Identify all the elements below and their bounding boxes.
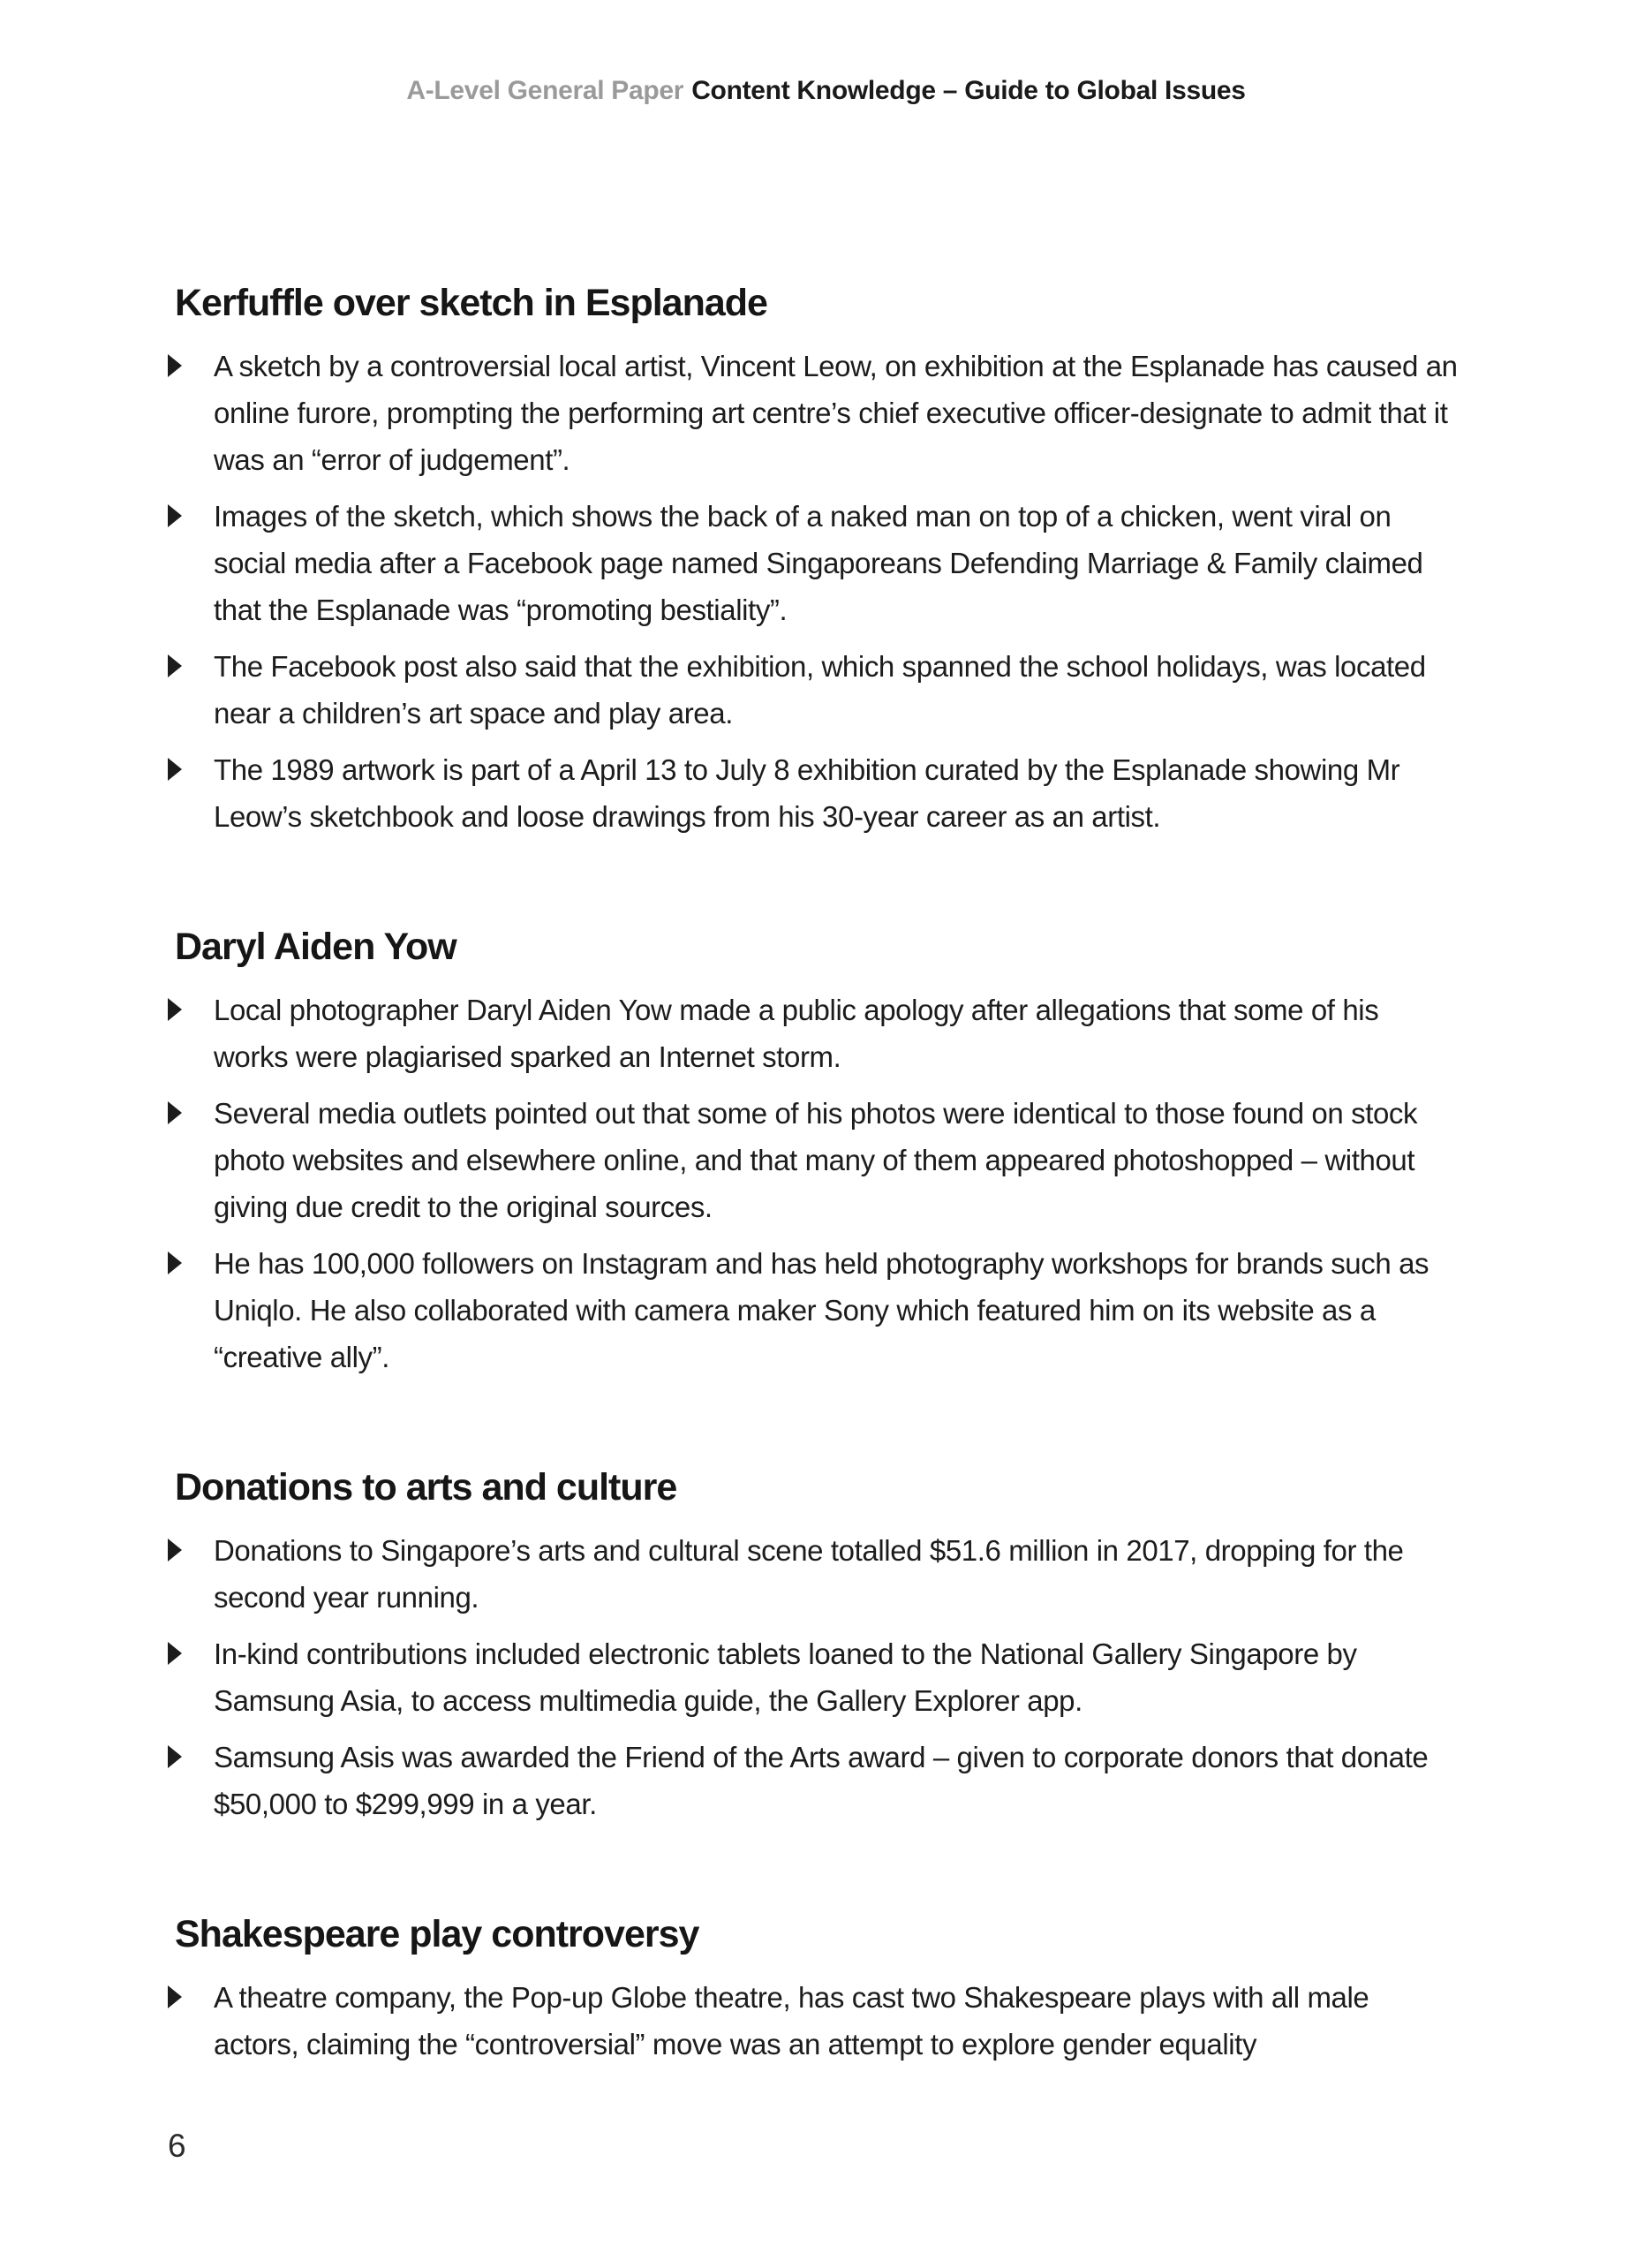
bullet-item	[175, 343, 1466, 483]
section-heading: Donations to arts and culture	[175, 1466, 677, 1509]
section-3	[175, 1465, 1466, 1827]
bullet-item	[175, 643, 1466, 737]
bullet-item	[175, 493, 1466, 633]
bullet-text: Samsung Asis was awarded the Friend of the Arts award – given to corporate donors that donate $50,000 to $299,999 in a year.	[214, 1741, 1429, 1820]
bullet-text: Images of the sketch, which shows the back of a naked man on top of a chicken, went viral on social media after a Facebook page named Singaporeans Defending Marriage & Family claimed that the Esplanade was “promoting bestiality”.	[214, 500, 1423, 626]
bullet-text: Several media outlets pointed out that some of his photos were identical to those found on stock photo websites and elsewhere online, and that many of them appeared photoshopped – without giving due credit to the original sources.	[214, 1097, 1418, 1223]
bullet-item	[175, 1240, 1466, 1380]
bullet-text: Local photographer Daryl Aiden Yow made a public apology after allegations that some of his works were plagiarised sparked an Internet storm.	[214, 994, 1379, 1073]
section-heading: Daryl Aiden Yow	[175, 926, 456, 968]
page-number: 6	[168, 2128, 186, 2164]
bullet-item	[175, 746, 1466, 840]
right-triangle-icon	[168, 504, 182, 527]
page-content	[175, 281, 1466, 2068]
section-heading: Shakespeare play controversy	[175, 1913, 699, 1955]
bullet-item	[175, 1527, 1466, 1621]
bullet-item	[175, 1734, 1466, 1827]
bullet-item	[175, 987, 1466, 1080]
right-triangle-icon	[168, 1985, 182, 2008]
bullet-text: A sketch by a controversial local artist, Vincent Leow, on exhibition at the Esplanade has caused an online furore, prompting the performing art centre’s chief executive officer-designate to admit that it was an “error of judgement”.	[214, 350, 1458, 476]
bullet-text: A theatre company, the Pop-up Globe theatre, has cast two Shakespeare plays with all male actors, claiming the “controversial” move was an attempt to explore gender equality	[214, 1981, 1369, 2061]
right-triangle-icon	[168, 1539, 182, 1562]
header-series-label: A-Level General Paper	[406, 76, 684, 105]
bullet-text: In-kind contributions included electronic tablets loaned to the National Gallery Singapore by Samsung Asia, to access multimedia guide, the Gallery Explorer app.	[214, 1637, 1357, 1717]
right-triangle-icon	[168, 654, 182, 677]
bullet-text: The 1989 artwork is part of a April 13 to July 8 exhibition curated by the Esplanade showing Mr Leow’s sketchbook and loose drawings from his 30-year career as an artist.	[214, 753, 1400, 833]
bullet-item	[175, 1974, 1466, 2068]
bullet-item	[175, 1630, 1466, 1724]
right-triangle-icon	[168, 354, 182, 377]
right-triangle-icon	[168, 1101, 182, 1124]
bullet-text: Donations to Singapore’s arts and cultural scene totalled $51.6 million in 2017, dropping for the second year running.	[214, 1534, 1404, 1614]
section-heading: Kerfuffle over sketch in Esplanade	[175, 282, 767, 324]
right-triangle-icon	[168, 1745, 182, 1768]
right-triangle-icon	[168, 1642, 182, 1665]
right-triangle-icon	[168, 1251, 182, 1274]
section-1	[175, 281, 1466, 840]
section-2	[175, 925, 1466, 1380]
right-triangle-icon	[168, 758, 182, 781]
page-header	[0, 76, 1652, 106]
bullet-text: The Facebook post also said that the exhibition, which spanned the school holidays, was located near a children’s art space and play area.	[214, 650, 1426, 730]
header-title-label: Content Knowledge – Guide to Global Issues	[691, 76, 1246, 105]
right-triangle-icon	[168, 998, 182, 1021]
section-4	[175, 1912, 1466, 2068]
bullet-text: He has 100,000 followers on Instagram and has held photography workshops for brands such as Uniqlo. He also collaborated with camera maker Sony which featured him on its website as a “creative ally”.	[214, 1247, 1429, 1373]
bullet-item	[175, 1090, 1466, 1230]
